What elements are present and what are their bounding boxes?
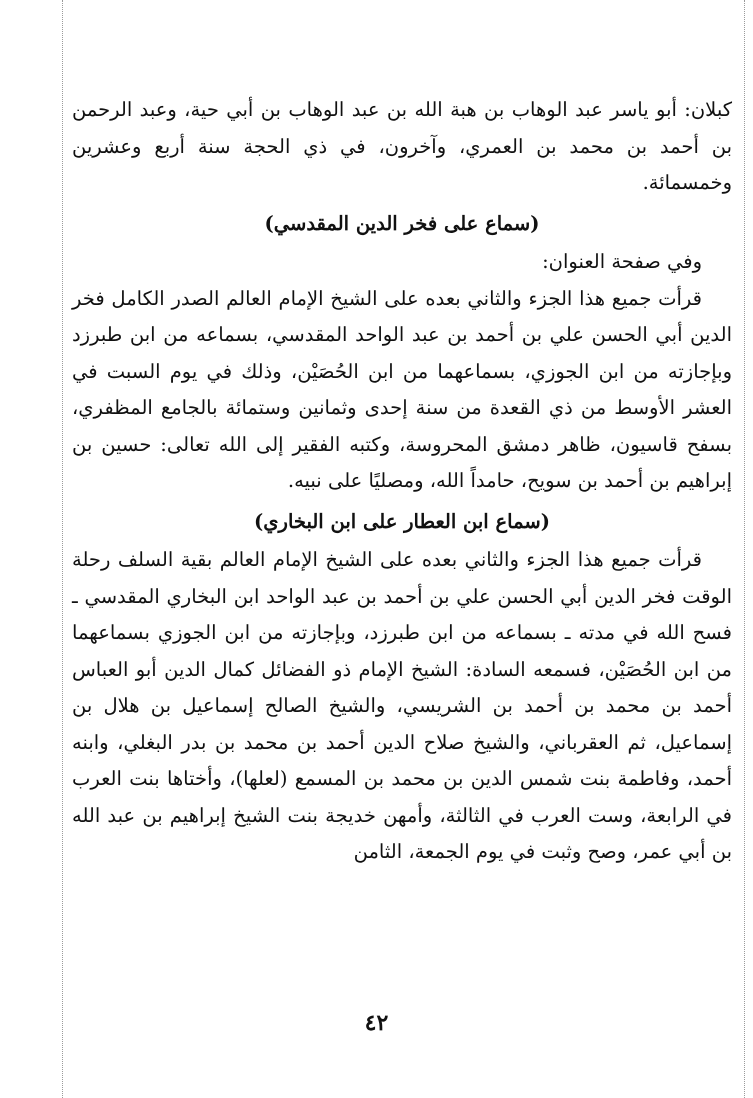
page-number: ٤٢ [364,1010,389,1036]
page-edge-right [744,0,745,1098]
body-text [72,92,732,871]
section-heading-1: (سماع على فخر الدين المقدسي) [264,211,540,235]
subheading-title-page: وفي صفحة العنوان: [542,250,702,273]
lead-paragraph: كبلان: أبو ياسر عبد الوهاب بن هبة الله بن عبد الوهاب بن أبي حية، وعبد الرحمن بن أحمد بن محمد بن العمري، وآخرون، في ذي الحجة سنة أربع وعشرين وخمسمائة. [72,98,732,194]
page-edge-left [62,0,63,1098]
paragraph-1: قرأت جميع هذا الجزء والثاني بعده على الشيخ الإمام العالم الصدر الكامل فخر الدين أبي الحسن علي بن أحمد بن عبد الواحد المقدسي، بسماعه من ابن طبرزد وبإجازته من ابن الجوزي، بسماعهما من ابن الحُصَيْن، وذلك في يوم السبت في العشر الأوسط من ذي القعدة من سنة إحدى وثمانين وستمائة بالجامع المظفري، بسفح قاسيون، ظاهر دمشق المحروسة، وكتبه الفقير إلى الله تعالى: حسين بن إبراهيم بن أحمد بن سويح، حامداً الله، ومصليًا على نبيه. [72,286,732,492]
section-heading-2: (سماع ابن العطار على ابن البخاري) [254,509,550,533]
paragraph-2: قرأت جميع هذا الجزء والثاني بعده على الشيخ الإمام العالم بقية السلف رحلة الوقت فخر الدين أبي الحسن علي بن أحمد بن عبد الواحد ابن البخاري المقدسي ـ فسح الله في مدته ـ بسماعه من ابن طبرزد، وبإجازته من ابن الجوزي بسماعهما من ابن الحُصَيْن، فسمعه السادة: الشيخ الإمام ذو الفضائل كمال الدين أبو العباس أحمد بن محمد بن أحمد بن الشريسي، والشيخ الصالح إسماعيل بن هلال بن إسماعيل، ثم العقرباني، والشيخ صلاح الدين أحمد بن محمد بن بدر البغلي، وابنه أحمد، وفاطمة بنت شمس الدين بن محمد بن المسمع (لعلها)، وأختاها بنت العرب في الرابعة، وست العرب في الثالثة، وأمهن خديجة بنت الشيخ إبراهيم بن عبد الله بن أبي عمر، وصح وثبت في يوم الجمعة، الثامن [72,548,732,863]
